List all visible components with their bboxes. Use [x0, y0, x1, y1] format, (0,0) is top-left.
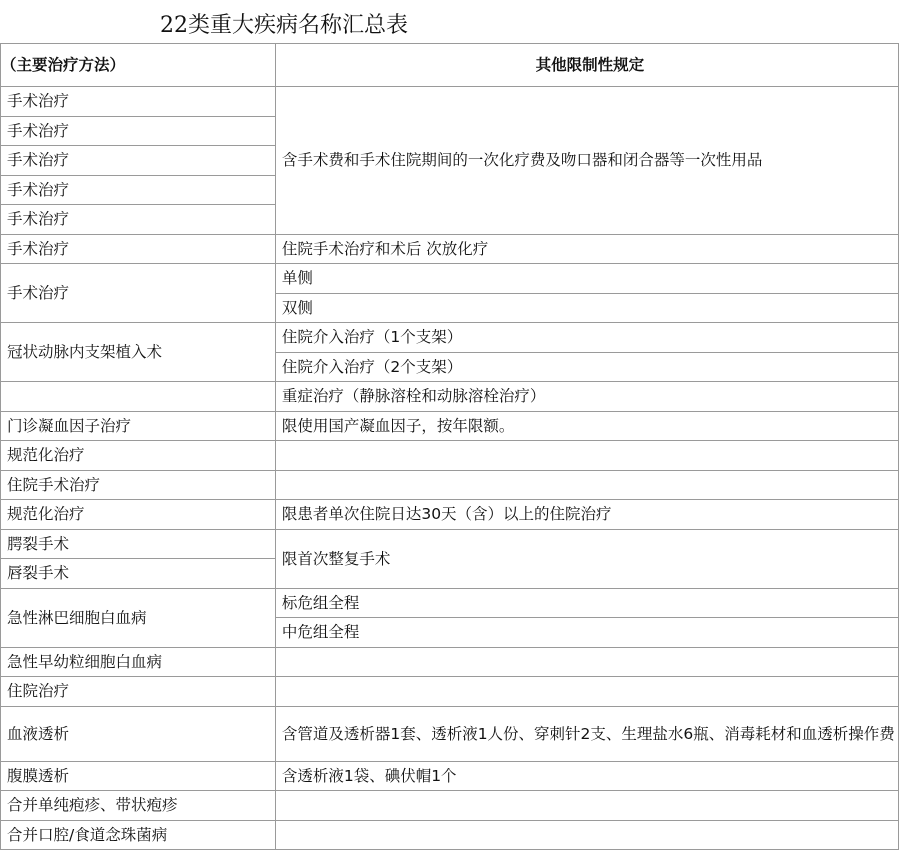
sheet-title: 22类重大疾病名称汇总表: [160, 13, 408, 38]
table-row: [1, 323, 899, 353]
table-row: [1, 647, 899, 677]
table-row: [1, 588, 899, 618]
restriction-cell[interactable]: 中危组全程: [275, 618, 898, 648]
restriction-cell[interactable]: 住院介入治疗（2个支架）: [275, 352, 898, 382]
restriction-cell[interactable]: 住院手术治疗和术后 次放化疗: [275, 234, 898, 264]
treatment-cell[interactable]: 手术治疗: [1, 205, 276, 235]
table-row: [1, 234, 899, 264]
table-row: [1, 382, 899, 412]
treatment-cell[interactable]: 唇裂手术: [1, 559, 276, 589]
treatment-cell[interactable]: 手术治疗: [1, 264, 276, 323]
treatment-cell[interactable]: 住院治疗: [1, 677, 276, 707]
restriction-cell[interactable]: 含透析液1袋、碘伏帽1个: [275, 761, 898, 791]
table-row: [1, 411, 899, 441]
restriction-cell[interactable]: 标危组全程: [275, 588, 898, 618]
treatment-cell[interactable]: 冠状动脉内支架植入术: [1, 323, 276, 382]
table-row: [1, 529, 899, 559]
treatment-cell[interactable]: 手术治疗: [1, 175, 276, 205]
restriction-cell[interactable]: 双侧: [275, 293, 898, 323]
table-row: [1, 677, 899, 707]
table-row: [1, 761, 899, 791]
table-row: [1, 264, 899, 294]
disease-table: [0, 43, 899, 850]
table-row: [1, 706, 899, 761]
restriction-cell-empty[interactable]: [275, 791, 898, 821]
restriction-cell[interactable]: 限首次整复手术: [275, 529, 898, 588]
header-treatment-method[interactable]: （主要治疗方法）: [1, 44, 276, 87]
treatment-cell[interactable]: 门诊凝血因子治疗: [1, 411, 276, 441]
restriction-cell-empty[interactable]: [275, 470, 898, 500]
treatment-cell[interactable]: 腭裂手术: [1, 529, 276, 559]
header-other-restrictions[interactable]: 其他限制性规定: [275, 44, 898, 87]
table-row: [1, 500, 899, 530]
restriction-cell[interactable]: 单侧: [275, 264, 898, 294]
treatment-cell[interactable]: 手术治疗: [1, 87, 276, 117]
treatment-cell-empty[interactable]: [1, 382, 276, 412]
treatment-cell[interactable]: 合并口腔/食道念珠菌病: [1, 820, 276, 850]
table-row: [1, 87, 899, 117]
restriction-cell[interactable]: 含手术费和手术住院期间的一次化疗费及吻口器和闭合器等一次性用品: [275, 87, 898, 235]
treatment-cell[interactable]: 手术治疗: [1, 234, 276, 264]
restriction-cell-empty[interactable]: [275, 441, 898, 471]
restriction-cell-empty[interactable]: [275, 677, 898, 707]
restriction-cell[interactable]: 重症治疗（静脉溶栓和动脉溶栓治疗）: [275, 382, 898, 412]
treatment-cell[interactable]: 手术治疗: [1, 116, 276, 146]
restriction-cell-empty[interactable]: [275, 820, 898, 850]
restriction-cell[interactable]: 限患者单次住院日达30天（含）以上的住院治疗: [275, 500, 898, 530]
sheet-title-bar: [0, 0, 899, 43]
treatment-cell[interactable]: 规范化治疗: [1, 500, 276, 530]
table-row: [1, 441, 899, 471]
table-row: [1, 791, 899, 821]
treatment-cell[interactable]: 合并单纯疱疹、带状疱疹: [1, 791, 276, 821]
treatment-cell[interactable]: 腹膜透析: [1, 761, 276, 791]
treatment-cell[interactable]: 急性早幼粒细胞白血病: [1, 647, 276, 677]
restriction-cell[interactable]: 住院介入治疗（1个支架）: [275, 323, 898, 353]
treatment-cell[interactable]: 规范化治疗: [1, 441, 276, 471]
table-row: [1, 820, 899, 850]
restriction-cell[interactable]: 含管道及透析器1套、透析液1人份、穿刺针2支、生理盐水6瓶、消毒耗材和血透析操作费: [275, 706, 898, 761]
header-row: [1, 44, 899, 87]
treatment-cell[interactable]: 手术治疗: [1, 146, 276, 176]
treatment-cell[interactable]: 急性淋巴细胞白血病: [1, 588, 276, 647]
treatment-cell[interactable]: 住院手术治疗: [1, 470, 276, 500]
restriction-cell-empty[interactable]: [275, 647, 898, 677]
restriction-cell[interactable]: 限使用国产凝血因子，按年限额。: [275, 411, 898, 441]
treatment-cell[interactable]: 血液透析: [1, 706, 276, 761]
table-row: [1, 470, 899, 500]
